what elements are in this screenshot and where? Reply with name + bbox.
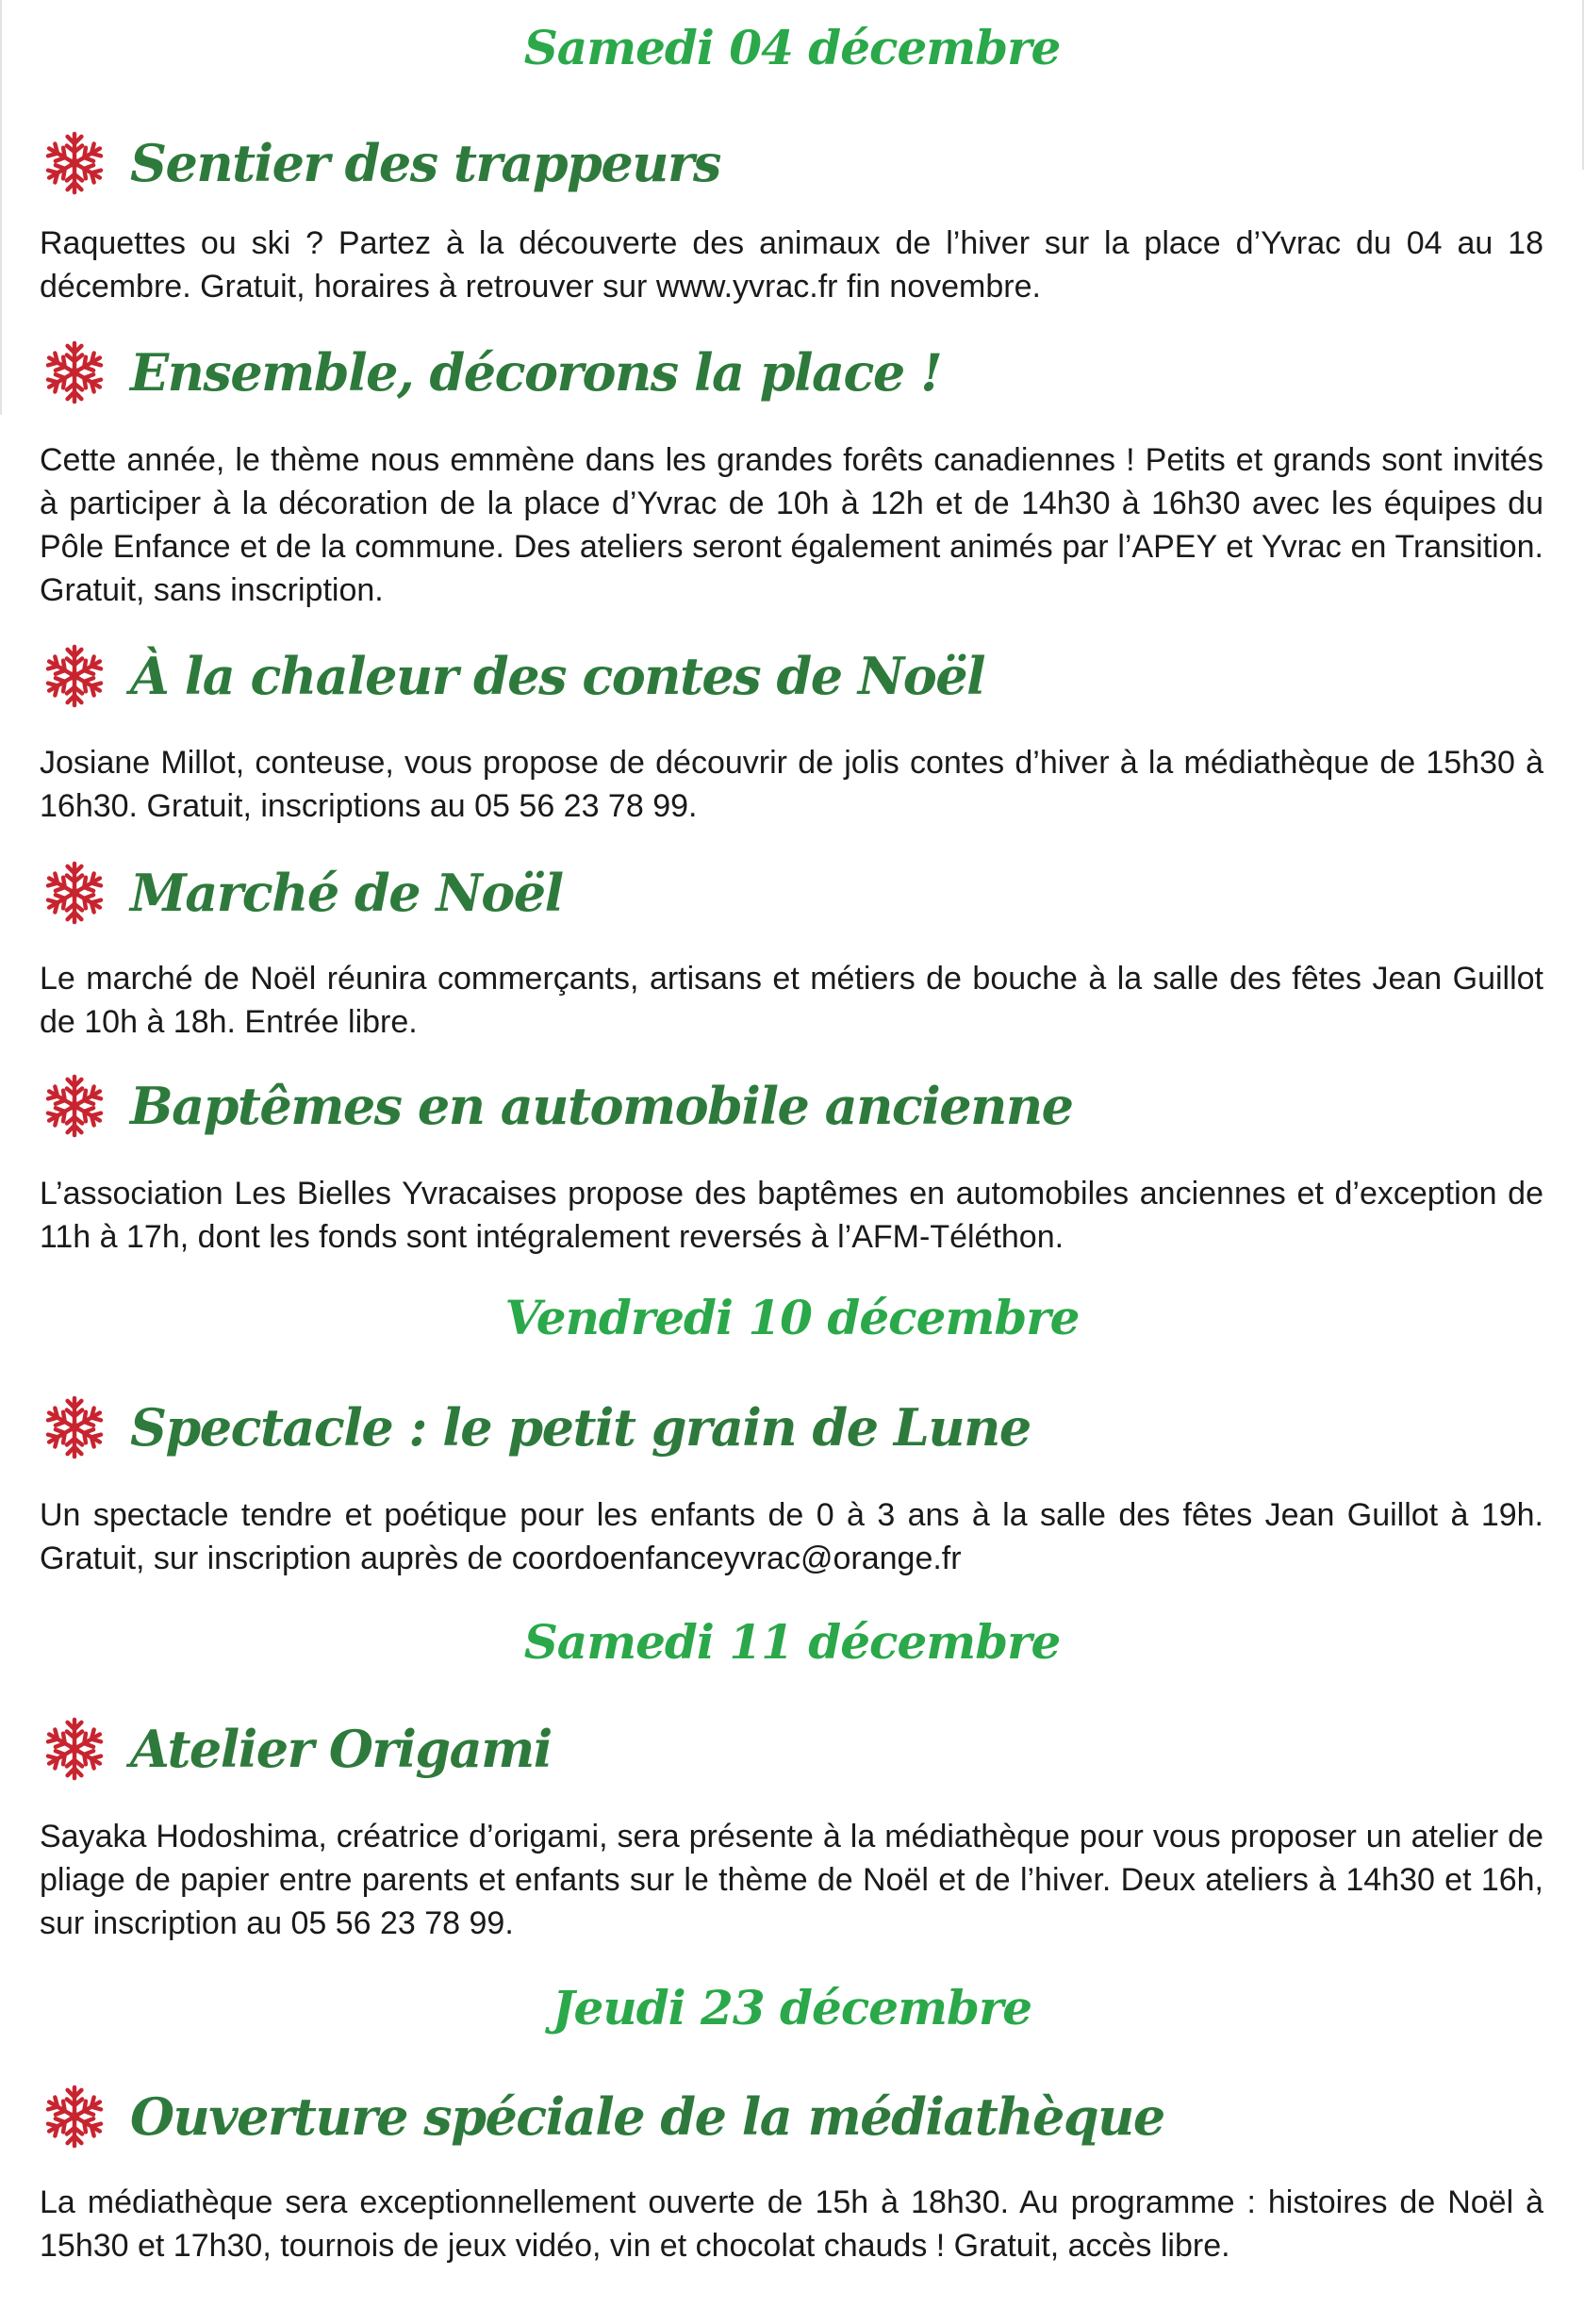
event-heading: [40, 1385, 1031, 1470]
snowflake-icon: [40, 858, 109, 928]
event-description: Le marché de Noël réunira commerçants, artisans et métiers de bouche à la salle des fêtes Jean Guillot de 10h à 18h. Entrée libre.: [40, 961, 1543, 1040]
event-heading: [40, 1706, 552, 1791]
snowflake-icon: [40, 1714, 109, 1784]
event-heading: [40, 634, 984, 718]
snowflake-icon: [40, 1393, 109, 1462]
event-description: Raquettes ou ski ? Partez à la découverte des animaux de l’hiver sur la place d’Yvrac du 04 au 18 décembre. Gratuit, horaires à retrouver sur www.yvrac.fr fin novembre.: [40, 225, 1543, 305]
event-title: Baptêmes en automobile ancienne: [130, 1076, 1073, 1136]
event-heading: [40, 121, 720, 206]
event-description: La médiathèque sera exceptionnellement ouverte de 15h à 18h30. Au programme : histoires de Noël à 15h30 et 17h30, tournois de jeux vidéo, vin et chocolat chauds ! Gratuit, accès libre.: [40, 2184, 1543, 2264]
event-description: Josiane Millot, conteuse, vous propose de découvrir de jolis contes d’hiver à la médiathèque de 15h30 à 16h30. Gratuit, inscriptions au 05 56 23 78 99.: [40, 745, 1543, 824]
event-description: Sayaka Hodoshima, créatrice d’origami, sera présente à la médiathèque pour vous proposer un atelier de pliage de papier entre parents et enfants sur le thème de Noël et de l’hiver. Deux ateliers à 14h30 et 16h, sur inscription au 05 56 23 78 99.: [40, 1819, 1543, 1941]
event-title: Marché de Noël: [130, 863, 563, 923]
event-title: Spectacle : le petit grain de Lune: [130, 1397, 1031, 1458]
event-description: Un spectacle tendre et poétique pour les enfants de 0 à 3 ans à la salle des fêtes Jean Guillot à 19h. Gratuit, sur inscription auprès de coordoenfanceyvrac@orange.fr: [40, 1497, 1543, 1576]
date-heading: Samedi 11 décembre: [523, 1614, 1061, 1670]
date-heading: Jeudi 23 décembre: [552, 1980, 1032, 2036]
snowflake-icon: [40, 1071, 109, 1141]
event-description: Cette année, le thème nous emmène dans les grandes forêts canadiennes ! Petits et grands sont invités à participer à la décoration de la place d’Yvrac de 10h à 12h et de 14h30 à 16h30 avec les équipes du Pôle Enfance et de la commune. Des ateliers seront également animés par l’APEY et Yvrac en Transition. Gratuit, sans inscription.: [40, 442, 1543, 608]
event-heading: [40, 850, 563, 935]
event-heading: [40, 2074, 1164, 2159]
snowflake-icon: [40, 2082, 109, 2151]
event-heading: [40, 1063, 1073, 1148]
event-heading: [40, 330, 941, 415]
date-heading: Vendredi 10 décembre: [504, 1290, 1080, 1345]
event-description: L’association Les Bielles Yvracaises propose des baptêmes en automobiles anciennes et d’exception de 11h à 17h, dont les fonds sont intégralement reversés à l’AFM-Téléthon.: [40, 1176, 1543, 1255]
event-title: Atelier Origami: [130, 1719, 552, 1779]
event-title: À la chaleur des contes de Noël: [130, 646, 985, 706]
snowflake-icon: [40, 338, 109, 407]
event-title: Sentier des trappeurs: [130, 133, 720, 193]
event-title: Ouverture spéciale de la médiathèque: [130, 2086, 1164, 2147]
snowflake-icon: [40, 128, 109, 198]
event-title: Ensemble, décorons la place !: [130, 342, 942, 403]
snowflake-icon: [40, 641, 109, 711]
date-heading: Samedi 04 décembre: [523, 20, 1061, 75]
